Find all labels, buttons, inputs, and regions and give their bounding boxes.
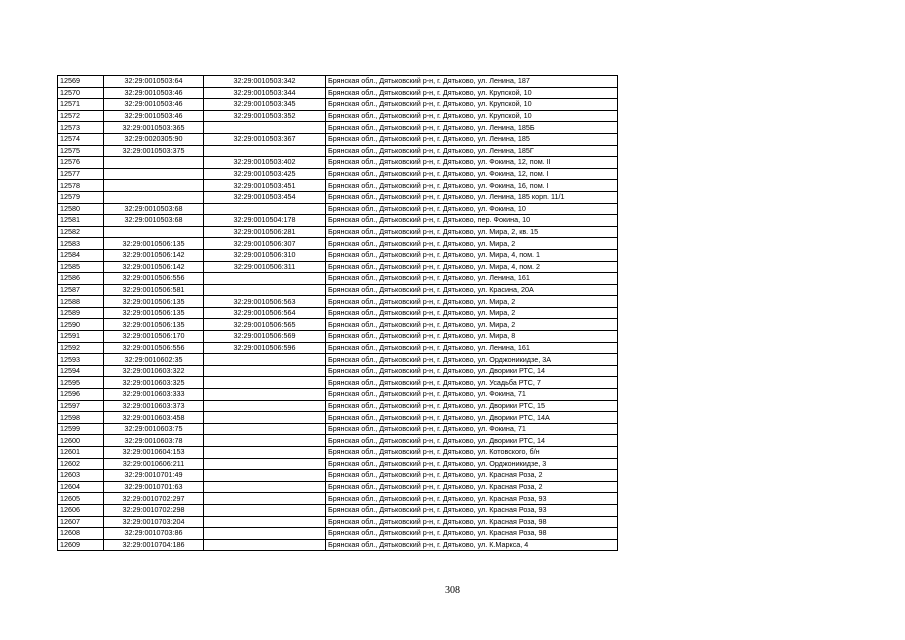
address-cell: Брянская обл., Дятьковский р-н, г. Дятьково, ул. Мира, 2 bbox=[326, 319, 618, 331]
address-cell: Брянская обл., Дятьковский р-н, г. Дятьково, ул. Мира, 2, кв. 15 bbox=[326, 226, 618, 238]
row-number-cell: 12595 bbox=[58, 377, 104, 389]
table-row bbox=[58, 377, 618, 389]
table-row bbox=[58, 389, 618, 401]
row-number-cell: 12577 bbox=[58, 168, 104, 180]
address-cell: Брянская обл., Дятьковский р-н, г. Дятьково, ул. Ленина, 161 bbox=[326, 273, 618, 285]
parcel-cadastral-cell bbox=[104, 157, 204, 169]
object-cadastral-cell bbox=[204, 493, 326, 505]
object-cadastral-cell bbox=[204, 516, 326, 528]
object-cadastral-cell: 32:29:0010503:402 bbox=[204, 157, 326, 169]
row-number-cell: 12574 bbox=[58, 133, 104, 145]
address-cell: Брянская обл., Дятьковский р-н, г. Дятьково, ул. Котовского, б/н bbox=[326, 447, 618, 459]
row-number-cell: 12573 bbox=[58, 122, 104, 134]
parcel-cadastral-cell: 32:29:0010506:135 bbox=[104, 307, 204, 319]
object-cadastral-cell: 32:29:0010503:425 bbox=[204, 168, 326, 180]
table-row bbox=[58, 331, 618, 343]
table-row bbox=[58, 412, 618, 424]
row-number-cell: 12590 bbox=[58, 319, 104, 331]
table-row bbox=[58, 110, 618, 122]
address-cell: Брянская обл., Дятьковский р-н, г. Дятьково, пер. Фокина, 10 bbox=[326, 215, 618, 227]
address-cell: Брянская обл., Дятьковский р-н, г. Дятьково, ул. Красная Роза, 98 bbox=[326, 528, 618, 540]
object-cadastral-cell bbox=[204, 354, 326, 366]
object-cadastral-cell bbox=[204, 458, 326, 470]
parcel-cadastral-cell: 32:29:0010506:135 bbox=[104, 296, 204, 308]
address-cell: Брянская обл., Дятьковский р-н, г. Дятьково, ул. Мира, 2 bbox=[326, 238, 618, 250]
address-cell: Брянская обл., Дятьковский р-н, г. Дятьково, ул. Фокина, 71 bbox=[326, 389, 618, 401]
table-row bbox=[58, 528, 618, 540]
parcel-cadastral-cell: 32:29:0010606:211 bbox=[104, 458, 204, 470]
address-cell: Брянская обл., Дятьковский р-н, г. Дятьково, ул. Дворики РТС, 14 bbox=[326, 435, 618, 447]
parcel-cadastral-cell: 32:29:0010701:49 bbox=[104, 470, 204, 482]
table-row bbox=[58, 539, 618, 551]
parcel-cadastral-cell: 32:29:0010602:35 bbox=[104, 354, 204, 366]
row-number-cell: 12589 bbox=[58, 307, 104, 319]
table-row bbox=[58, 157, 618, 169]
parcel-cadastral-cell: 32:29:0010503:375 bbox=[104, 145, 204, 157]
row-number-cell: 12609 bbox=[58, 539, 104, 551]
row-number-cell: 12593 bbox=[58, 354, 104, 366]
table-row bbox=[58, 261, 618, 273]
object-cadastral-cell bbox=[204, 504, 326, 516]
row-number-cell: 12588 bbox=[58, 296, 104, 308]
row-number-cell: 12582 bbox=[58, 226, 104, 238]
table-row bbox=[58, 354, 618, 366]
address-cell: Брянская обл., Дятьковский р-н, г. Дятьково, ул. Мира, 2 bbox=[326, 307, 618, 319]
parcel-cadastral-cell bbox=[104, 191, 204, 203]
table-row bbox=[58, 296, 618, 308]
address-cell: Брянская обл., Дятьковский р-н, г. Дятьково, ул. Красная Роза, 2 bbox=[326, 470, 618, 482]
address-cell: Брянская обл., Дятьковский р-н, г. Дятьково, ул. Мира, 8 bbox=[326, 331, 618, 343]
address-cell: Брянская обл., Дятьковский р-н, г. Дятьково, ул. Крупской, 10 bbox=[326, 87, 618, 99]
table-row bbox=[58, 342, 618, 354]
parcel-cadastral-cell: 32:29:0010603:78 bbox=[104, 435, 204, 447]
table-row bbox=[58, 493, 618, 505]
object-cadastral-cell: 32:29:0010506:596 bbox=[204, 342, 326, 354]
row-number-cell: 12600 bbox=[58, 435, 104, 447]
object-cadastral-cell bbox=[204, 145, 326, 157]
object-cadastral-cell: 32:29:0010503:345 bbox=[204, 99, 326, 111]
object-cadastral-cell bbox=[204, 273, 326, 285]
row-number-cell: 12591 bbox=[58, 331, 104, 343]
table-row bbox=[58, 423, 618, 435]
address-cell: Брянская обл., Дятьковский р-н, г. Дятьково, ул. Ленина, 185Г bbox=[326, 145, 618, 157]
row-number-cell: 12579 bbox=[58, 191, 104, 203]
address-cell: Брянская обл., Дятьковский р-н, г. Дятьково, ул. Орджоникидзе, 3 bbox=[326, 458, 618, 470]
row-number-cell: 12583 bbox=[58, 238, 104, 250]
object-cadastral-cell bbox=[204, 539, 326, 551]
row-number-cell: 12607 bbox=[58, 516, 104, 528]
object-cadastral-cell: 32:29:0010506:564 bbox=[204, 307, 326, 319]
address-cell: Брянская обл., Дятьковский р-н, г. Дятьково, ул. Дворики РТС, 15 bbox=[326, 400, 618, 412]
parcel-cadastral-cell: 32:29:0010701:63 bbox=[104, 481, 204, 493]
address-cell: Брянская обл., Дятьковский р-н, г. Дятьково, ул. Фокина, 71 bbox=[326, 423, 618, 435]
table-row bbox=[58, 273, 618, 285]
address-cell: Брянская обл., Дятьковский р-н, г. Дятьково, ул. Красная Роза, 93 bbox=[326, 504, 618, 516]
row-number-cell: 12570 bbox=[58, 87, 104, 99]
row-number-cell: 12606 bbox=[58, 504, 104, 516]
parcel-cadastral-cell: 32:29:0010503:365 bbox=[104, 122, 204, 134]
row-number-cell: 12576 bbox=[58, 157, 104, 169]
object-cadastral-cell bbox=[204, 528, 326, 540]
table-row bbox=[58, 284, 618, 296]
row-number-cell: 12578 bbox=[58, 180, 104, 192]
parcel-cadastral-cell: 32:29:0020305:90 bbox=[104, 133, 204, 145]
object-cadastral-cell bbox=[204, 412, 326, 424]
address-cell: Брянская обл., Дятьковский р-н, г. Дятьково, ул. Ленина, 185 bbox=[326, 133, 618, 145]
parcel-cadastral-cell: 32:29:0010603:458 bbox=[104, 412, 204, 424]
parcel-cadastral-cell bbox=[104, 226, 204, 238]
parcel-cadastral-cell: 32:29:0010506:581 bbox=[104, 284, 204, 296]
table-row bbox=[58, 400, 618, 412]
address-cell: Брянская обл., Дятьковский р-н, г. Дятьково, ул. Ленина, 161 bbox=[326, 342, 618, 354]
table-row bbox=[58, 99, 618, 111]
object-cadastral-cell bbox=[204, 481, 326, 493]
object-cadastral-cell: 32:29:0010506:310 bbox=[204, 249, 326, 261]
parcel-cadastral-cell: 32:29:0010703:86 bbox=[104, 528, 204, 540]
object-cadastral-cell: 32:29:0010503:451 bbox=[204, 180, 326, 192]
address-cell: Брянская обл., Дятьковский р-н, г. Дятьково, ул. Мира, 4, пом. 1 bbox=[326, 249, 618, 261]
address-cell: Брянская обл., Дятьковский р-н, г. Дятьково, ул. Красина, 20А bbox=[326, 284, 618, 296]
parcel-cadastral-cell: 32:29:0010603:322 bbox=[104, 365, 204, 377]
parcel-cadastral-cell: 32:29:0010503:46 bbox=[104, 99, 204, 111]
parcel-cadastral-cell: 32:29:0010703:204 bbox=[104, 516, 204, 528]
table-row bbox=[58, 458, 618, 470]
object-cadastral-cell bbox=[204, 377, 326, 389]
row-number-cell: 12575 bbox=[58, 145, 104, 157]
object-cadastral-cell: 32:29:0010506:569 bbox=[204, 331, 326, 343]
parcel-cadastral-cell: 32:29:0010506:556 bbox=[104, 342, 204, 354]
table-row bbox=[58, 481, 618, 493]
parcel-cadastral-cell: 32:29:0010506:142 bbox=[104, 261, 204, 273]
table-row bbox=[58, 238, 618, 250]
table-row bbox=[58, 122, 618, 134]
row-number-cell: 12584 bbox=[58, 249, 104, 261]
object-cadastral-cell: 32:29:0010506:307 bbox=[204, 238, 326, 250]
address-cell: Брянская обл., Дятьковский р-н, г. Дятьково, ул. Красная Роза, 93 bbox=[326, 493, 618, 505]
parcel-cadastral-cell: 32:29:0010506:135 bbox=[104, 238, 204, 250]
table-row bbox=[58, 307, 618, 319]
parcel-cadastral-cell: 32:29:0010503:46 bbox=[104, 87, 204, 99]
address-cell: Брянская обл., Дятьковский р-н, г. Дятьково, ул. Мира, 4, пом. 2 bbox=[326, 261, 618, 273]
row-number-cell: 12571 bbox=[58, 99, 104, 111]
object-cadastral-cell bbox=[204, 284, 326, 296]
object-cadastral-cell bbox=[204, 365, 326, 377]
object-cadastral-cell: 32:29:0010503:454 bbox=[204, 191, 326, 203]
parcel-cadastral-cell: 32:29:0010506:135 bbox=[104, 319, 204, 331]
parcel-cadastral-cell: 32:29:0010506:170 bbox=[104, 331, 204, 343]
object-cadastral-cell: 32:29:0010506:281 bbox=[204, 226, 326, 238]
parcel-cadastral-cell: 32:29:0010503:64 bbox=[104, 76, 204, 88]
object-cadastral-cell: 32:29:0010503:367 bbox=[204, 133, 326, 145]
table-row bbox=[58, 447, 618, 459]
parcel-cadastral-cell: 32:29:0010702:297 bbox=[104, 493, 204, 505]
table-row bbox=[58, 76, 618, 88]
address-cell: Брянская обл., Дятьковский р-н, г. Дятьково, ул. Дворики РТС, 14А bbox=[326, 412, 618, 424]
object-cadastral-cell bbox=[204, 389, 326, 401]
table-row bbox=[58, 435, 618, 447]
address-cell: Брянская обл., Дятьковский р-н, г. Дятьково, ул. К.Маркса, 4 bbox=[326, 539, 618, 551]
table-row bbox=[58, 87, 618, 99]
row-number-cell: 12594 bbox=[58, 365, 104, 377]
table-row bbox=[58, 319, 618, 331]
row-number-cell: 12608 bbox=[58, 528, 104, 540]
table-row bbox=[58, 249, 618, 261]
parcel-cadastral-cell bbox=[104, 180, 204, 192]
address-cell: Брянская обл., Дятьковский р-н, г. Дятьково, ул. Орджоникидзе, 3А bbox=[326, 354, 618, 366]
table-row bbox=[58, 191, 618, 203]
parcel-cadastral-cell: 32:29:0010503:68 bbox=[104, 215, 204, 227]
address-cell: Брянская обл., Дятьковский р-н, г. Дятьково, ул. Фокина, 10 bbox=[326, 203, 618, 215]
row-number-cell: 12585 bbox=[58, 261, 104, 273]
row-number-cell: 12586 bbox=[58, 273, 104, 285]
address-cell: Брянская обл., Дятьковский р-н, г. Дятьково, ул. Мира, 2 bbox=[326, 296, 618, 308]
parcel-cadastral-cell: 32:29:0010506:142 bbox=[104, 249, 204, 261]
registry-table bbox=[57, 75, 618, 551]
row-number-cell: 12598 bbox=[58, 412, 104, 424]
object-cadastral-cell bbox=[204, 122, 326, 134]
row-number-cell: 12603 bbox=[58, 470, 104, 482]
row-number-cell: 12592 bbox=[58, 342, 104, 354]
table-row bbox=[58, 180, 618, 192]
registry-table-body bbox=[58, 76, 618, 551]
table-row bbox=[58, 516, 618, 528]
row-number-cell: 12581 bbox=[58, 215, 104, 227]
object-cadastral-cell bbox=[204, 447, 326, 459]
row-number-cell: 12602 bbox=[58, 458, 104, 470]
object-cadastral-cell: 32:29:0010504:178 bbox=[204, 215, 326, 227]
parcel-cadastral-cell: 32:29:0010506:556 bbox=[104, 273, 204, 285]
table-row bbox=[58, 168, 618, 180]
row-number-cell: 12580 bbox=[58, 203, 104, 215]
row-number-cell: 12587 bbox=[58, 284, 104, 296]
address-cell: Брянская обл., Дятьковский р-н, г. Дятьково, ул. Фокина, 16, пом. I bbox=[326, 180, 618, 192]
parcel-cadastral-cell: 32:29:0010603:333 bbox=[104, 389, 204, 401]
object-cadastral-cell bbox=[204, 470, 326, 482]
row-number-cell: 12605 bbox=[58, 493, 104, 505]
table-row bbox=[58, 203, 618, 215]
parcel-cadastral-cell: 32:29:0010604:153 bbox=[104, 447, 204, 459]
row-number-cell: 12596 bbox=[58, 389, 104, 401]
address-cell: Брянская обл., Дятьковский р-н, г. Дятьково, ул. Ленина, 185 корп. 11/1 bbox=[326, 191, 618, 203]
row-number-cell: 12572 bbox=[58, 110, 104, 122]
object-cadastral-cell: 32:29:0010506:563 bbox=[204, 296, 326, 308]
object-cadastral-cell: 32:29:0010506:565 bbox=[204, 319, 326, 331]
parcel-cadastral-cell: 32:29:0010702:298 bbox=[104, 504, 204, 516]
address-cell: Брянская обл., Дятьковский р-н, г. Дятьково, ул. Ленина, 187 bbox=[326, 76, 618, 88]
row-number-cell: 12597 bbox=[58, 400, 104, 412]
row-number-cell: 12604 bbox=[58, 481, 104, 493]
object-cadastral-cell: 32:29:0010503:344 bbox=[204, 87, 326, 99]
object-cadastral-cell: 32:29:0010503:352 bbox=[204, 110, 326, 122]
row-number-cell: 12601 bbox=[58, 447, 104, 459]
table-row bbox=[58, 133, 618, 145]
address-cell: Брянская обл., Дятьковский р-н, г. Дятьково, ул. Крупской, 10 bbox=[326, 110, 618, 122]
address-cell: Брянская обл., Дятьковский р-н, г. Дятьково, ул. Фокина, 12, пом. II bbox=[326, 157, 618, 169]
table-row bbox=[58, 145, 618, 157]
address-cell: Брянская обл., Дятьковский р-н, г. Дятьково, ул. Красная Роза, 2 bbox=[326, 481, 618, 493]
parcel-cadastral-cell: 32:29:0010603:325 bbox=[104, 377, 204, 389]
table-row bbox=[58, 504, 618, 516]
address-cell: Брянская обл., Дятьковский р-н, г. Дятьково, ул. Крупской, 10 bbox=[326, 99, 618, 111]
parcel-cadastral-cell: 32:29:0010603:373 bbox=[104, 400, 204, 412]
address-cell: Брянская обл., Дятьковский р-н, г. Дятьково, ул. Красная Роза, 98 bbox=[326, 516, 618, 528]
address-cell: Брянская обл., Дятьковский р-н, г. Дятьково, ул. Усадьба РТС, 7 bbox=[326, 377, 618, 389]
object-cadastral-cell bbox=[204, 400, 326, 412]
parcel-cadastral-cell bbox=[104, 168, 204, 180]
address-cell: Брянская обл., Дятьковский р-н, г. Дятьково, ул. Фокина, 12, пом. I bbox=[326, 168, 618, 180]
object-cadastral-cell: 32:29:0010503:342 bbox=[204, 76, 326, 88]
object-cadastral-cell bbox=[204, 203, 326, 215]
table-row bbox=[58, 470, 618, 482]
row-number-cell: 12599 bbox=[58, 423, 104, 435]
parcel-cadastral-cell: 32:29:0010704:186 bbox=[104, 539, 204, 551]
table-row bbox=[58, 365, 618, 377]
parcel-cadastral-cell: 32:29:0010603:75 bbox=[104, 423, 204, 435]
page-number: 308 bbox=[445, 585, 460, 596]
parcel-cadastral-cell: 32:29:0010503:68 bbox=[104, 203, 204, 215]
object-cadastral-cell bbox=[204, 435, 326, 447]
parcel-cadastral-cell: 32:29:0010503:46 bbox=[104, 110, 204, 122]
table-row bbox=[58, 226, 618, 238]
row-number-cell: 12569 bbox=[58, 76, 104, 88]
table-row bbox=[58, 215, 618, 227]
object-cadastral-cell bbox=[204, 423, 326, 435]
address-cell: Брянская обл., Дятьковский р-н, г. Дятьково, ул. Ленина, 185Б bbox=[326, 122, 618, 134]
object-cadastral-cell: 32:29:0010506:311 bbox=[204, 261, 326, 273]
address-cell: Брянская обл., Дятьковский р-н, г. Дятьково, ул. Дворики РТС, 14 bbox=[326, 365, 618, 377]
